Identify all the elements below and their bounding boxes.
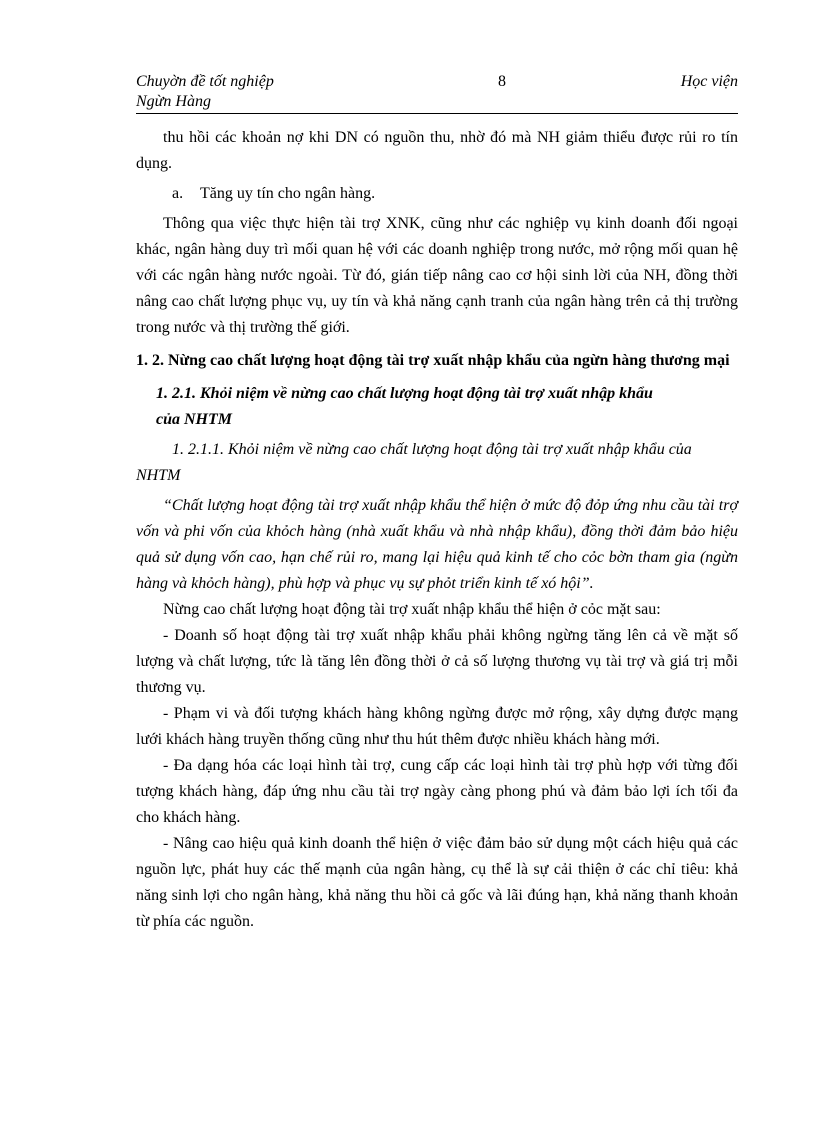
subsection-heading: [136, 381, 738, 433]
list-marker: a.: [172, 185, 184, 202]
header-left-title: Chuyờn đề tốt nghiệp: [136, 73, 274, 90]
page-header: [136, 72, 738, 112]
paragraph: Thông qua việc thực hiện tài trợ XNK, cũng như các nghiệp vụ kinh doanh đối ngoại khác, ngân hàng duy trì mối quan hệ với các doanh nghiệp trong nước, mở rộng mối quan hệ với các ngân hàng nước ngoài. Từ đó, gián tiếp nâng cao cơ hội sinh lời của NH, đồng thời nâng cao chất lượng phục vụ, uy tín và khả năng cạnh tranh của ngân hàng trên cả thị trường trong nước và thị trường thế giới.: [136, 215, 738, 336]
paragraph: Nừng cao chất lượng hoạt động tài trợ xuất nhập khẩu thể hiện ở cỏc mặt sau:: [163, 601, 661, 618]
page-number: 8: [498, 73, 506, 90]
bullet-item: - Phạm vi và đối tượng khách hàng không ngừng được mở rộng, xây dựng được mạng lưới khách hàng truyền thống cũng như thu hút thêm được nhiều khách hàng mới.: [136, 705, 738, 748]
header-divider: [136, 113, 738, 114]
bullet-item: - Doanh số hoạt động tài trợ xuất nhập khẩu phải không ngừng tăng lên cả về mặt số lượng và chất lượng, tức là tăng lên đồng thời ở cả số lượng thương vụ tài trợ và giá trị mỗi thương vụ.: [136, 627, 738, 696]
document-body: [136, 125, 738, 935]
subsection-heading-line1: 1. 2.1. Khỏi niệm về nừng cao chất lượng hoạt động tài trợ xuất nhập khẩu: [156, 385, 653, 402]
list-item-a: [136, 181, 738, 207]
list-item-text: Tăng uy tín cho ngân hàng.: [200, 185, 376, 202]
header-right-title: Học viện: [680, 73, 738, 90]
paragraph: thu hồi các khoản nợ khi DN có nguồn thu, nhờ đó mà NH giảm thiểu được rủi ro tín dụng.: [136, 129, 738, 172]
subsection-heading-line2: của NHTM: [156, 411, 232, 428]
section-heading: 1. 2. Nừng cao chất lượng hoạt động tài trợ xuất nhập khẩu của ngừn hàng thương mại: [136, 352, 730, 369]
header-left-subtitle: Ngừn Hàng: [136, 93, 211, 110]
bullet-item: - Đa dạng hóa các loại hình tài trợ, cung cấp các loại hình tài trợ phù hợp với từng đối tượng khách hàng, đáp ứng nhu cầu tài trợ ngày càng phong phú và đảm bảo lợi ích tối đa cho khách hàng.: [136, 757, 738, 826]
bullet-item: - Nâng cao hiệu quả kinh doanh thể hiện ở việc đảm bảo sử dụng một cách hiệu quả các nguồn lực, phát huy các thế mạnh của ngân hàng, cụ thể là sự cải thiện ở các chỉ tiêu: khả năng sinh lợi cho ngân hàng, khả năng thu hồi cả gốc và lãi đúng hạn, khả năng thanh khoản từ phía các nguồn.: [136, 835, 738, 930]
definition-quote: “Chất lượng hoạt động tài trợ xuất nhập khẩu thể hiện ở mức độ đỏp ứng nhu cầu tài trợ vốn và phi vốn của khỏch hàng (nhà xuất khẩu và nhà nhập khẩu), đồng thời đảm bảo hiệu quả sử dụng vốn cao, hạn chế rủi ro, mang lại hiệu quả kinh tế cho cỏc bờn tham gia (ngừn hàng và khỏch hàng), phù hợp và phục vụ sự phỏt triển kinh tế xó hội”.: [136, 497, 738, 592]
subsubsection-heading: 1. 2.1.1. Khỏi niệm về nừng cao chất lượng hoạt động tài trợ xuất nhập khẩu của NHTM: [136, 441, 692, 484]
